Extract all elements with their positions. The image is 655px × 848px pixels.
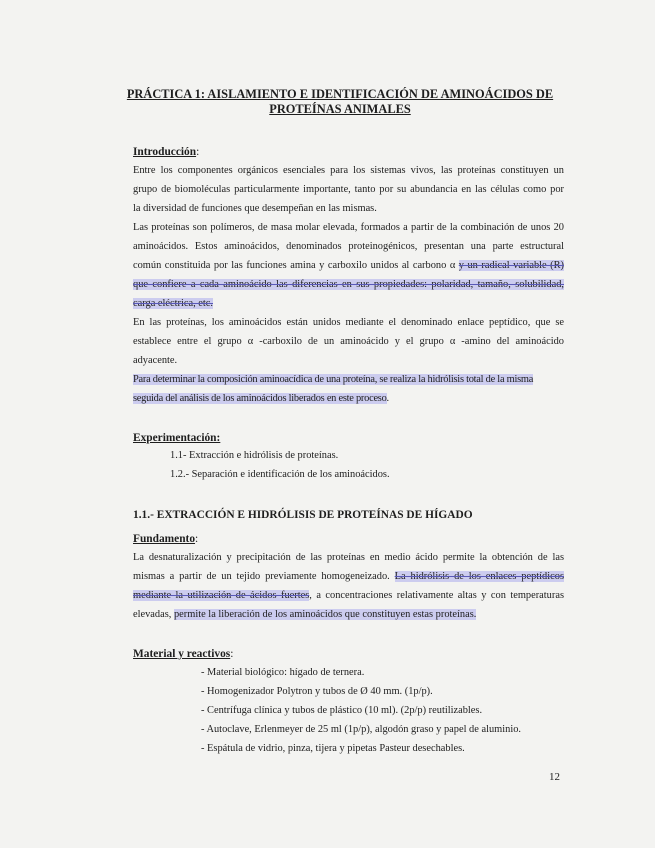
- text-line: [133, 275, 564, 294]
- experimentacion-list: [170, 446, 390, 484]
- list-item: - Autoclave, Erlenmeyer de 25 ml (1p/p), algodón graso y papel de aluminio.: [201, 724, 521, 735]
- list-item: - Espátula de vidrio, pinza, tijera y pipetas Pasteur desechables.: [201, 743, 465, 754]
- list-item: - Homogenizador Polytron y tubos de Ø 40 mm. (1p/p).: [201, 686, 433, 697]
- section-heading: 1.1.- EXTRACCIÓN E HIDRÓLISIS DE PROTEÍNAS DE HÍGADO: [133, 509, 473, 521]
- text-line: Entre los componentes orgánicos esenciales para los sistemas vivos, las proteínas constituyen un: [133, 165, 564, 176]
- text-line: mediante la utilización de ácidos fuertes, a concentraciones relativamente altas y con temperaturas: [133, 590, 564, 601]
- text-line: mismas a partir de un tejido previamente homogeneizado. La hidrólisis de los enlaces peptídicos: [133, 571, 564, 582]
- title-line-1: PRÁCTICA 1: AISLAMIENTO E IDENTIFICACIÓN DE AMINOÁCIDOS DE: [126, 87, 554, 101]
- highlighted-text: carga eléctrica, etc.: [133, 298, 213, 309]
- text-line: aminoácidos. Estos aminoácidos, denominados proteinogénicos, presentan una parte estructural: [133, 241, 564, 252]
- text-line: común constituida por las funciones amina y carboxilo unidos al carbono α y un radical variable (R): [133, 260, 564, 271]
- intro-paragraph-1: [133, 161, 564, 218]
- highlighted-text: seguida del análisis de los aminoácidos liberados en este proceso: [133, 393, 387, 404]
- text-line: Las proteínas son polímeros, de masa molar elevada, formados a partir de la combinación de unos 20: [133, 222, 564, 233]
- text-line: En las proteínas, los aminoácidos están unidos mediante el denominado enlace peptídico, que se: [133, 317, 564, 328]
- intro-paragraph-3: [133, 313, 564, 370]
- fundamento-paragraph: [133, 548, 564, 624]
- intro-paragraph-4: [133, 370, 564, 408]
- material-heading: Material y reactivos:: [133, 648, 234, 660]
- list-item: 1.2.- Separación e identificación de los aminoácidos.: [170, 469, 390, 480]
- highlighted-text: La hidrólisis de los enlaces peptídicos: [394, 571, 564, 582]
- text-line: [133, 370, 564, 389]
- intro-paragraph-2: [133, 218, 564, 313]
- highlighted-text: mediante la utilización de ácidos fuertes: [133, 590, 310, 601]
- text-line: seguida del análisis de los aminoácidos liberados en este proceso.: [133, 393, 389, 404]
- text-line: grupo de biomoléculas particularmente importante, tanto por su abundancia en las células como por: [133, 184, 564, 195]
- highlighted-text: permite la liberación de los aminoácidos que constituyen estas proteínas.: [173, 609, 477, 620]
- text-line: [133, 294, 564, 313]
- material-list: [201, 663, 521, 758]
- list-item: - Centrífuga clínica y tubos de plástico (10 ml). (2p/p) reutilizables.: [201, 705, 483, 716]
- text-line: elevadas, permite la liberación de los aminoácidos que constituyen estas proteínas.: [133, 609, 477, 620]
- text-line: La desnaturalización y precipitación de las proteínas en medio ácido permite la obtención de las: [133, 552, 564, 563]
- intro-heading: Introducción:: [133, 146, 200, 158]
- experimentacion-heading: Experimentación:: [133, 432, 221, 444]
- list-item: 1.1- Extracción e hidrólisis de proteínas.: [170, 450, 339, 461]
- page-number: 12: [549, 771, 560, 783]
- fundamento-heading: Fundamento:: [133, 533, 199, 545]
- highlighted-text: que confiere a cada aminoácido las diferencias en sus propiedades: polaridad, tamaño, solubilidad,: [133, 279, 564, 290]
- list-item: - Material biológico: hígado de ternera.: [201, 667, 365, 678]
- text-line: la diversidad de funciones que desempeñan en las mismas.: [133, 203, 377, 214]
- title-line-2: PROTEÍNAS ANIMALES: [269, 102, 411, 116]
- highlighted-text: Para determinar la composición aminoacídica de una proteína, se realiza la hidrólisis total de la misma: [133, 374, 534, 385]
- page-title: [110, 87, 570, 117]
- text-line: adyacente.: [133, 355, 178, 366]
- text-line: establece entre el grupo α -carboxilo de un aminoácido y el grupo α -amino del aminoácido: [133, 336, 564, 347]
- highlighted-text: y un radical variable (R): [458, 260, 564, 271]
